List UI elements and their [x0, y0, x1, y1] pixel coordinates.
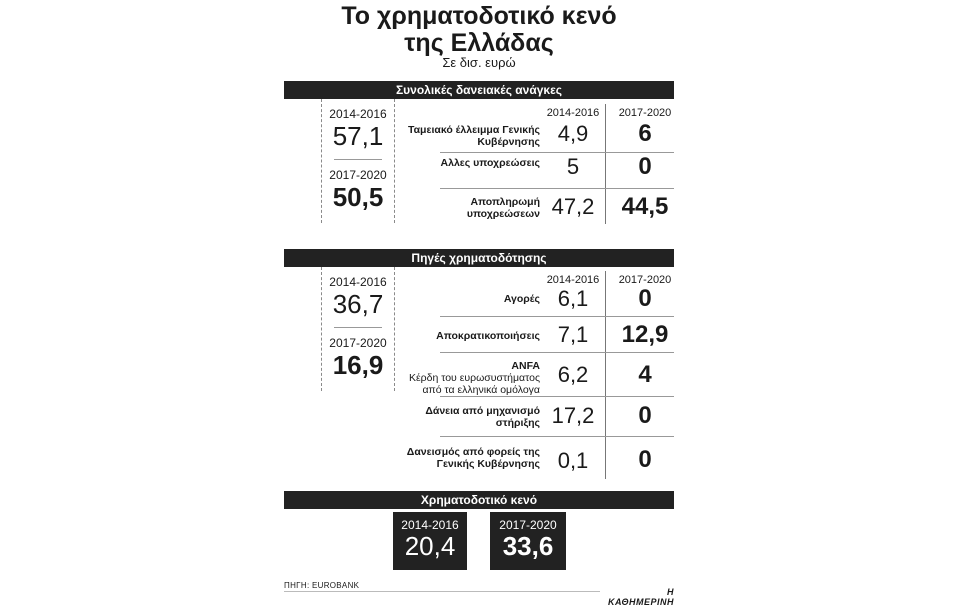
sources-row-value-2017-2020: 4 [638, 361, 652, 388]
sources-totals-box [321, 267, 395, 391]
sources-row-value-2017-2020: 12,9 [621, 321, 669, 348]
gap-value-2014-2016: 20,4 [404, 531, 456, 561]
sources-section-header: Πηγές χρηματοδότησης [284, 249, 674, 267]
chart-subtitle: Σε δισ. ευρώ [442, 55, 516, 70]
sources-total-label-1: 2014-2016 [329, 275, 387, 289]
publisher-brand: Η ΚΑΘΗΜΕΡΙΝΗ [600, 587, 674, 607]
gap-value-2017-2020: 33,6 [502, 531, 554, 561]
sources-row-value-2017-2020: 0 [638, 402, 652, 429]
sources-row-divider [440, 436, 674, 437]
sources-col-head-2: 2017-2020 [618, 274, 672, 286]
needs-row-label: Ταμειακό έλλειμμα Γενικής Κυβέρνησης [407, 124, 540, 148]
needs-row-label: Αλλες υποχρεώσεις [440, 157, 540, 169]
needs-row-value-2017-2020: 6 [638, 120, 652, 147]
sources-row-divider [440, 316, 674, 317]
sources-row-value-2017-2020: 0 [638, 446, 652, 473]
needs-row-value-2017-2020: 44,5 [621, 193, 669, 220]
needs-total-2014-2016: 57,1 [332, 121, 384, 151]
sources-row-value-2014-2016: 6,1 [557, 286, 589, 311]
needs-row-value-2014-2016: 5 [566, 154, 580, 179]
needs-col-head-1: 2014-2016 [546, 107, 600, 119]
sources-row-divider [440, 352, 674, 353]
needs-row-value-2014-2016: 4,9 [557, 121, 589, 146]
needs-total-label-2: 2017-2020 [329, 168, 387, 182]
gap-box-2017-2020 [490, 512, 566, 570]
source-note: ΠΗΓΗ: EUROBANK [284, 581, 360, 590]
needs-section-header: Συνολικές δανειακές ανάγκες [284, 81, 674, 99]
sources-row-label: Αγορές [503, 293, 540, 305]
sources-row-label [398, 360, 540, 396]
needs-col-head-2: 2017-2020 [618, 107, 672, 119]
sources-row-label-main: ΑΝFA [511, 360, 540, 372]
gap-section-header: Χρηματοδοτικό κενό [284, 491, 674, 509]
sources-row-value-2014-2016: 7,1 [557, 322, 589, 347]
sources-row-value-2014-2016: 6,2 [557, 362, 589, 387]
sources-total-2014-2016: 36,7 [332, 289, 384, 319]
needs-totals-box [321, 99, 395, 223]
needs-totals-divider [334, 159, 382, 160]
needs-row-divider [440, 188, 674, 189]
sources-totals-divider [334, 327, 382, 328]
needs-column-divider [605, 104, 606, 224]
sources-row-divider [440, 396, 674, 397]
sources-total-2017-2020: 16,9 [332, 350, 384, 380]
chart-title-line-1: Το χρηματοδοτικό κενό [341, 2, 617, 30]
sources-total-label-2: 2017-2020 [329, 336, 387, 350]
sources-row-value-2014-2016: 0,1 [557, 448, 589, 473]
sources-row-label: Αποκρατικοποιήσεις [436, 330, 540, 342]
sources-row-value-2017-2020: 0 [638, 285, 652, 312]
needs-total-label-1: 2014-2016 [329, 107, 387, 121]
needs-row-value-2017-2020: 0 [638, 153, 652, 180]
chart-title-line-2: της Ελλάδας [404, 29, 554, 57]
sources-row-label: Δάνεια από μηχανισμό στήριξης [425, 405, 540, 429]
gap-label-1: 2014-2016 [401, 518, 459, 532]
sources-row-value-2014-2016: 17,2 [551, 403, 595, 428]
sources-row-sublabel: Κέρδη του ευρωσυστήματος από τα ελληνικά ομόλογα [408, 372, 540, 396]
gap-label-2: 2017-2020 [499, 518, 557, 532]
sources-col-head-1: 2014-2016 [546, 274, 600, 286]
needs-row-label: Αποπληρωμή υποχρεώσεων [466, 196, 540, 220]
sources-column-divider [605, 271, 606, 479]
gap-box-2014-2016 [393, 512, 467, 570]
needs-total-2017-2020: 50,5 [332, 182, 384, 212]
needs-row-value-2014-2016: 47,2 [551, 194, 595, 219]
sources-row-label: Δανεισμός από φορείς της Γενικής Κυβέρνησης [406, 446, 540, 470]
